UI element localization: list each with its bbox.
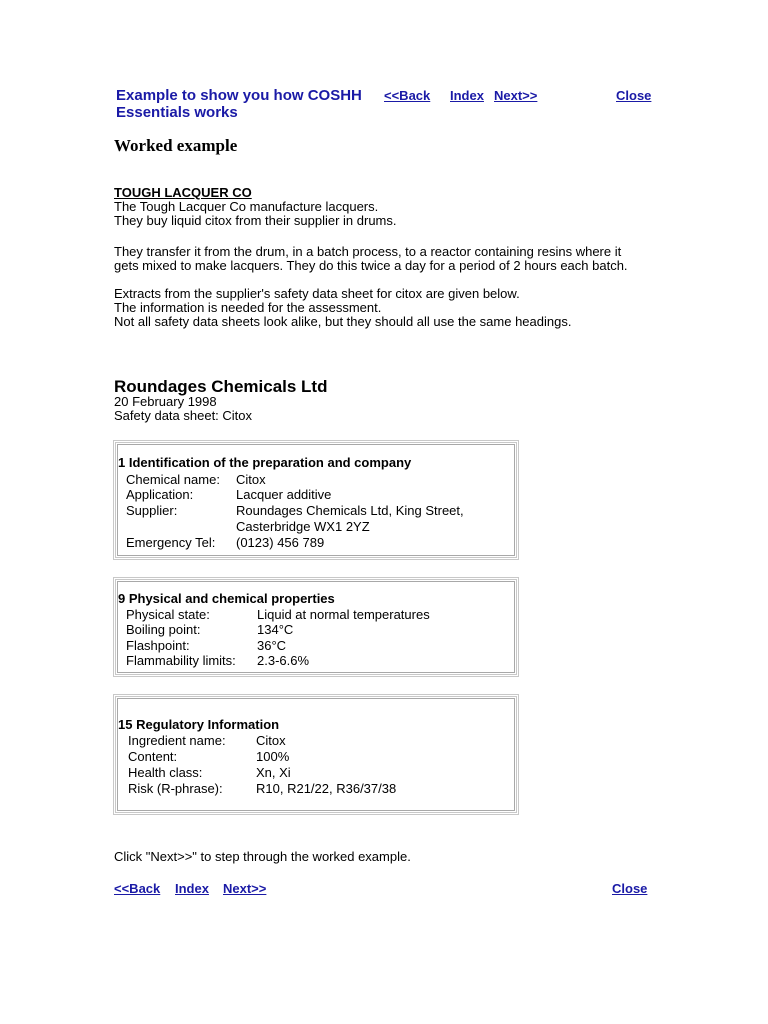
sds-date: 20 February 1998: [114, 394, 217, 409]
field-value: R10, R21/22, R36/37/38: [256, 781, 397, 796]
text-line: The Tough Lacquer Co manufacture lacquers.: [114, 199, 379, 214]
text-line: They buy liquid citox from their supplier in drums.: [114, 213, 397, 228]
text-line: Not all safety data sheets look alike, but they should all use the same headings.: [114, 314, 572, 329]
field-value: Casterbridge WX1 2YZ: [236, 519, 370, 534]
field-label: Content:: [128, 749, 178, 764]
field-label: Health class:: [128, 765, 203, 780]
instruction-text: Click "Next>>" to step through the worked example.: [114, 849, 411, 864]
field-value: Citox: [236, 472, 266, 487]
text-line: Extracts from the supplier's safety data sheet for citox are given below.: [114, 286, 520, 301]
footer-next-link[interactable]: Next>>: [223, 881, 267, 896]
field-label: Ingredient name:: [128, 733, 226, 748]
text-line: They transfer it from the drum, in a batch process, to a reactor containing resins where it: [114, 244, 622, 259]
text-line: The information is needed for the assessment.: [114, 300, 382, 315]
intro-paragraph-1: [114, 200, 654, 228]
field-value: (0123) 456 789: [236, 535, 325, 550]
company-heading: TOUGH LACQUER CO: [114, 185, 252, 200]
sds-company-name: Roundages Chemicals Ltd: [114, 377, 328, 396]
intro-paragraph-3: [114, 287, 654, 329]
field-label: Boiling point:: [126, 622, 201, 637]
field-label: Emergency Tel:: [126, 535, 216, 550]
close-link[interactable]: Close: [616, 88, 652, 103]
field-value: 100%: [256, 749, 290, 764]
page-title: Example to show you how COSHH Essentials works: [116, 87, 362, 121]
footer-close-link[interactable]: Close: [612, 881, 648, 896]
field-value: Liquid at normal temperatures: [257, 607, 430, 622]
field-value: Xn, Xi: [256, 765, 291, 780]
footer-back-link[interactable]: <<Back: [114, 881, 161, 896]
section-title: 1 Identification of the preparation and company: [118, 455, 412, 470]
intro-paragraph-2: [114, 245, 654, 273]
field-value: Lacquer additive: [236, 487, 332, 502]
back-link[interactable]: <<Back: [384, 88, 431, 103]
field-label: Physical state:: [126, 607, 210, 622]
field-value: 134°C: [257, 622, 294, 637]
section-title: 15 Regulatory Information: [118, 717, 280, 732]
field-label: Supplier:: [126, 503, 178, 518]
footer-index-link[interactable]: Index: [175, 881, 209, 896]
sds-sheet-name: Safety data sheet: Citox: [114, 408, 253, 423]
field-value: Roundages Chemicals Ltd, King Street,: [236, 503, 464, 518]
section-heading: Worked example: [114, 136, 238, 155]
field-value: 36°C: [257, 638, 287, 653]
field-label: Chemical name:: [126, 472, 220, 487]
field-value: Citox: [256, 733, 286, 748]
next-link[interactable]: Next>>: [494, 88, 538, 103]
section-title: 9 Physical and chemical properties: [118, 591, 335, 606]
field-value: 2.3-6.6%: [257, 653, 310, 668]
field-label: Flashpoint:: [126, 638, 190, 653]
sds-section-15: [113, 694, 519, 815]
sds-section-9: [113, 577, 519, 677]
field-label: Flammability limits:: [126, 653, 236, 668]
index-link[interactable]: Index: [450, 88, 484, 103]
text-line: gets mixed to make lacquers. They do this twice a day for a period of 2 hours each batch.: [114, 258, 628, 273]
sds-meta: [114, 395, 252, 423]
field-label: Application:: [126, 487, 194, 502]
sds-section-1: [113, 440, 519, 560]
field-label: Risk (R-phrase):: [128, 781, 223, 796]
